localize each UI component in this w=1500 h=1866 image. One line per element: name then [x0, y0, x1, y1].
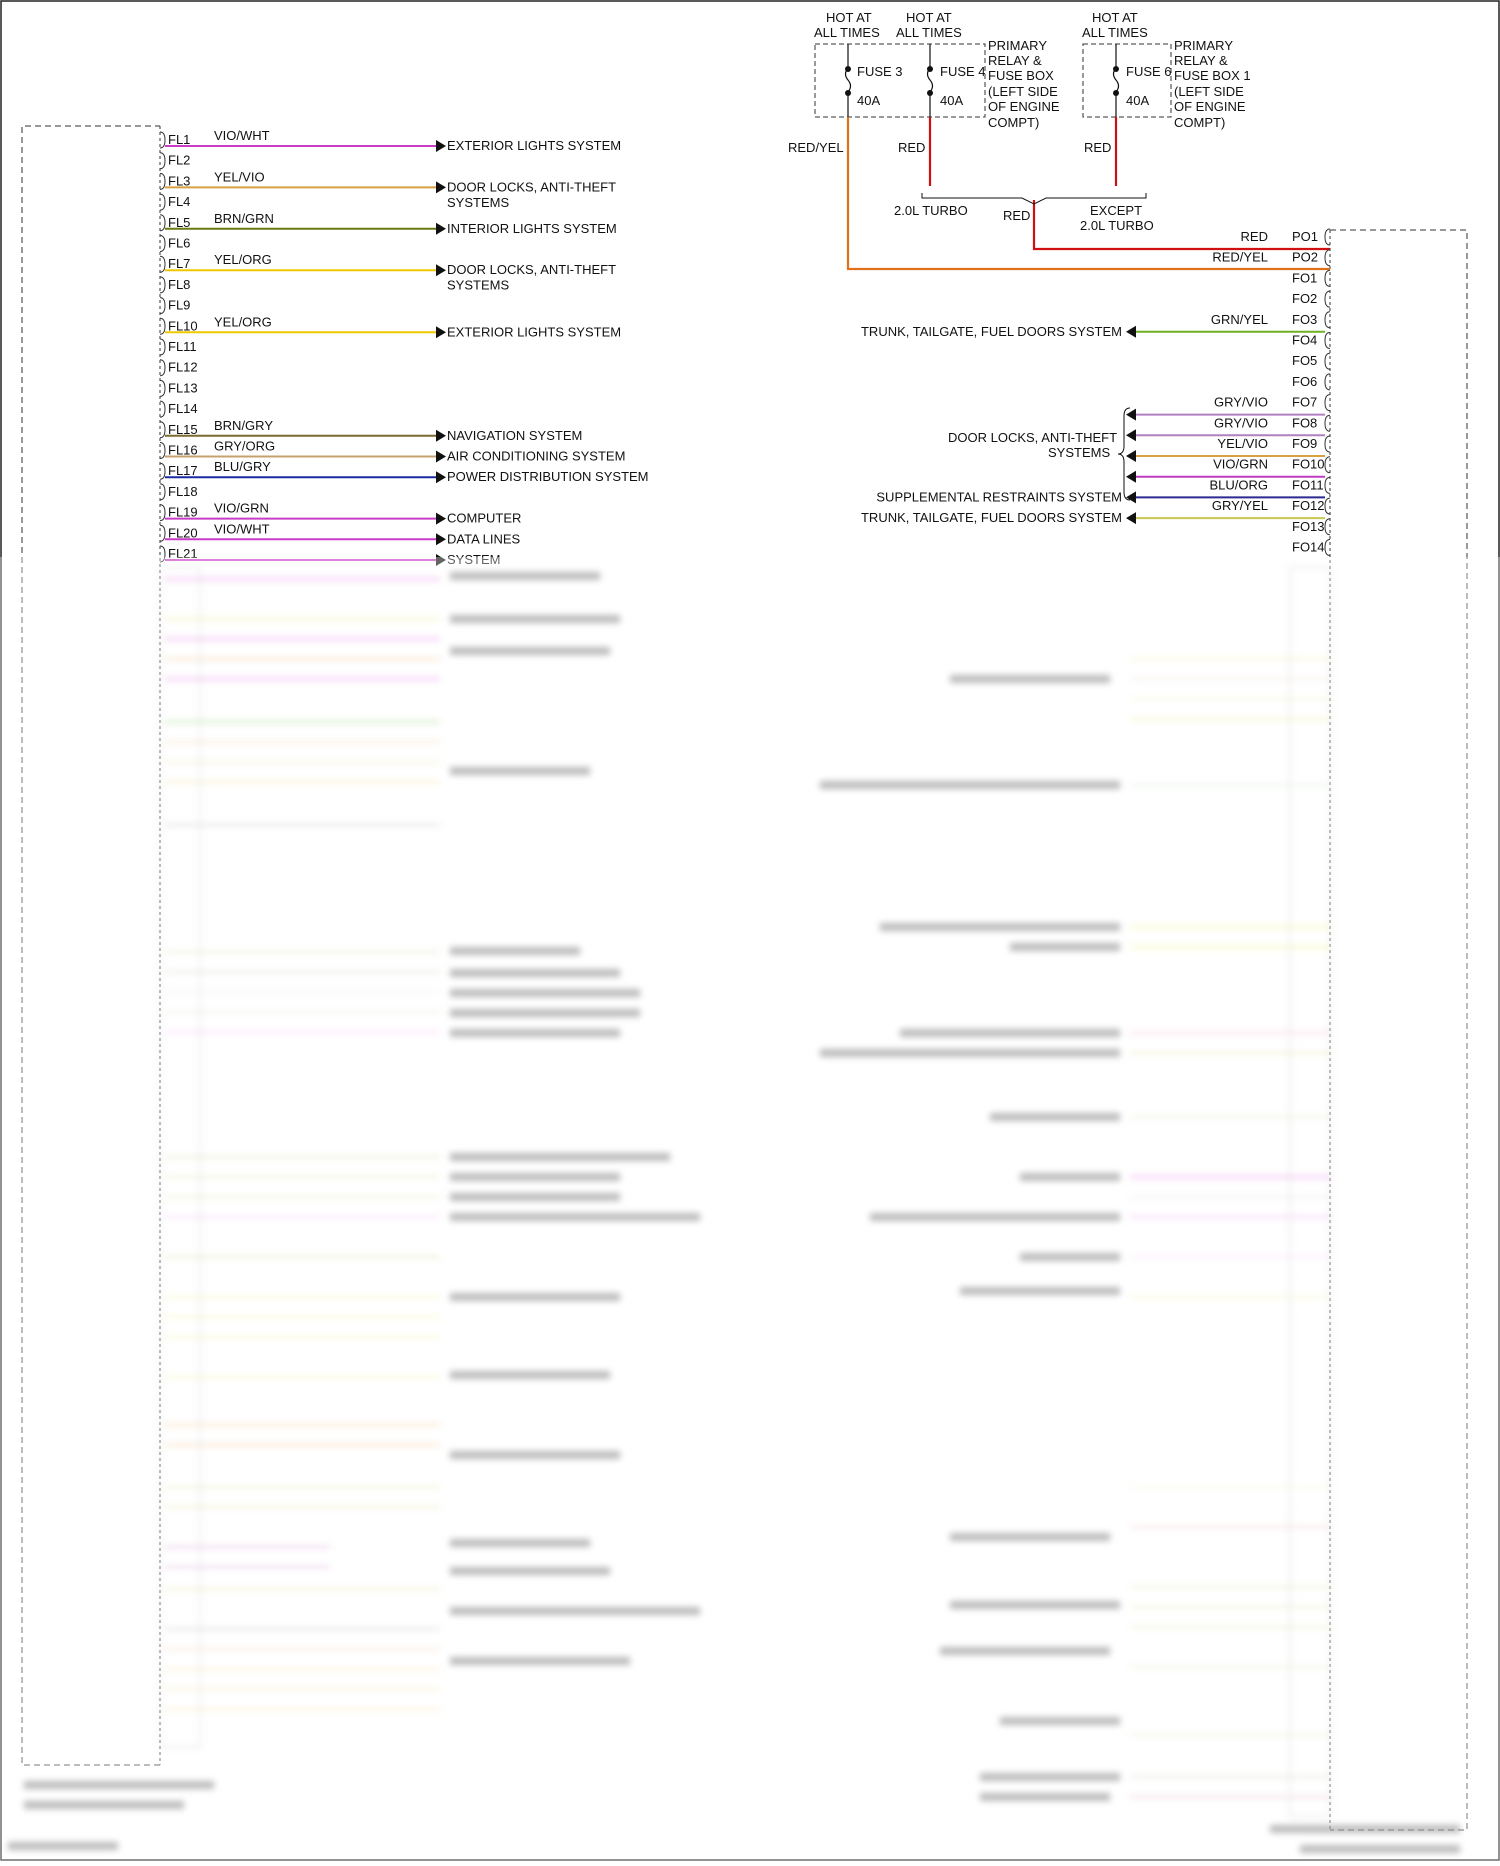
- right-pin-label: FO14: [1292, 539, 1325, 555]
- right-pin-terminal: [1325, 457, 1330, 473]
- fuse-box-2-label: [1174, 38, 1251, 130]
- left-wire-color-label: VIO/WHT: [214, 128, 270, 143]
- right-wire-arrow: [1126, 409, 1136, 421]
- left-wire-color-label: VIO/GRN: [214, 500, 269, 516]
- left-pin-terminal: [160, 443, 165, 459]
- right-pin-terminal: [1325, 353, 1330, 369]
- left-wire-arrow: [436, 533, 446, 545]
- splice-right-label-2: 2.0L TURBO: [1080, 218, 1154, 233]
- left-pin-label: FL10: [168, 318, 198, 334]
- left-destination-label: INTERIOR LIGHTS SYSTEM: [447, 220, 617, 236]
- left-pin-label: FL12: [168, 359, 198, 375]
- right-pin-terminal: [1325, 270, 1330, 286]
- left-wire-color-label: YEL/ORG: [214, 314, 272, 330]
- left-wire-color-label: BRN/GRN: [214, 210, 274, 226]
- left-wire-color-label: GRY/ORG: [214, 438, 276, 454]
- svg-text:FUSE BOX: FUSE BOX: [988, 68, 1054, 83]
- svg-text:(LEFT SIDE: (LEFT SIDE: [988, 84, 1058, 99]
- left-destination-label: DOOR LOCKS, ANTI-THEFT: [447, 262, 617, 278]
- left-wire-arrow: [436, 430, 446, 442]
- left-pin-label: FL11: [168, 339, 197, 354]
- left-destination-label: SYSTEMS: [447, 194, 510, 210]
- right-destination-label: TRUNK, TAILGATE, FUEL DOORS SYSTEM: [860, 510, 1122, 526]
- right-pin-label: FO3: [1292, 311, 1318, 327]
- fuse6-wire-label: RED: [1084, 140, 1112, 155]
- left-destination-label: DOOR LOCKS, ANTI-THEFT: [447, 179, 617, 195]
- right-wire-arrow: [1126, 326, 1136, 338]
- left-pin-label: FL15: [168, 421, 198, 437]
- left-pin-terminal: [160, 318, 165, 334]
- right-wire-color-label: GRN/YEL: [1210, 311, 1268, 327]
- right-wire-arrow: [1126, 512, 1136, 524]
- left-wire-color-label: BLU/GRY: [214, 459, 271, 475]
- left-pin-label: FL17: [168, 463, 198, 479]
- left-pin-label: FL14: [168, 401, 198, 417]
- left-pin-terminal: [160, 401, 165, 417]
- left-pin-label: FL9: [168, 297, 191, 313]
- obscured-lower-region: [0, 557, 1500, 1861]
- left-pin-label: FL19: [168, 504, 198, 520]
- right-wire-color-label: GRY/VIO: [1214, 415, 1268, 431]
- right-pin-label: FO12: [1292, 498, 1325, 514]
- left-pin-terminal: [160, 380, 165, 396]
- left-wire-arrow: [436, 223, 446, 235]
- svg-text:PRIMARY: PRIMARY: [988, 38, 1047, 53]
- left-pin-label: FL13: [168, 380, 198, 396]
- left-pin-terminal: [160, 484, 165, 500]
- svg-text:OF ENGINE: OF ENGINE: [1174, 99, 1246, 114]
- left-wire-arrow: [436, 513, 446, 525]
- left-pin-label: FL5: [168, 214, 191, 230]
- left-destination-label: SYSTEM: [447, 552, 501, 567]
- right-wire-color-label: VIO/GRN: [1213, 456, 1268, 472]
- fuse4-label: FUSE 4: [940, 64, 986, 79]
- left-pin-label: FL8: [168, 276, 191, 292]
- left-pin-terminal: [160, 339, 165, 355]
- fuse4-wire-label: RED: [898, 140, 926, 155]
- left-wire-color-label: YEL/ORG: [214, 252, 272, 268]
- right-pin-label: FO5: [1292, 353, 1318, 369]
- left-wire-arrow: [436, 140, 446, 152]
- right-pin-terminal: [1325, 498, 1330, 514]
- left-pin-label: FL4: [168, 194, 191, 210]
- right-pin-label: FO7: [1292, 394, 1318, 410]
- right-pin-label: FO2: [1292, 291, 1318, 307]
- right-wire-color-label: GRY/VIO: [1214, 394, 1268, 410]
- left-pin-terminal: [160, 525, 165, 541]
- right-pin-label: FO9: [1292, 436, 1318, 451]
- left-pin-label: FL20: [168, 525, 198, 541]
- right-wire-arrow: [1126, 471, 1136, 483]
- right-pin-terminal: [1325, 540, 1330, 556]
- right-wire-color-label: RED: [1240, 229, 1268, 244]
- left-destination-label: DATA LINES: [447, 531, 521, 547]
- right-pin-terminal: [1325, 436, 1330, 452]
- left-pin-terminal: [160, 298, 165, 314]
- left-pin-terminal: [160, 194, 165, 210]
- right-pin-terminal: [1325, 374, 1330, 390]
- left-pin-terminal: [160, 215, 165, 231]
- left-pin-label: FL3: [168, 173, 191, 189]
- fuse-box-1-label: [988, 38, 1060, 130]
- right-pin-label: FO10: [1292, 456, 1325, 472]
- svg-text:COMPT): COMPT): [1174, 115, 1226, 130]
- left-connector-pins: [160, 128, 649, 567]
- right-pin-terminal: [1325, 333, 1330, 349]
- right-wire-color-label: RED/YEL: [1212, 249, 1268, 265]
- fuse6-hot-1: HOT AT: [1092, 10, 1138, 25]
- right-pin-terminal: [1325, 291, 1330, 307]
- right-wire-arrow: [1126, 491, 1136, 503]
- left-wire-arrow: [436, 451, 446, 463]
- left-wire-color-label: VIO/WHT: [214, 521, 270, 537]
- right-pin-label: FO1: [1292, 270, 1318, 286]
- left-destination-label: NAVIGATION SYSTEM: [447, 427, 583, 443]
- left-pin-terminal: [160, 277, 165, 293]
- fuse3-label: FUSE 3: [857, 64, 903, 79]
- fuse3-hot-1: HOT AT: [826, 10, 872, 25]
- fuse4-hot-1: HOT AT: [906, 10, 952, 25]
- splice-right-label-1: EXCEPT: [1090, 203, 1143, 218]
- right-wire-color-label: GRY/YEL: [1211, 498, 1268, 514]
- left-pin-label: FL1: [168, 132, 191, 147]
- right-pin-terminal: [1325, 477, 1330, 493]
- svg-text:(LEFT SIDE: (LEFT SIDE: [1174, 84, 1244, 99]
- left-wire-arrow: [436, 471, 446, 483]
- left-destination-label: POWER DISTRIBUTION SYSTEM: [447, 469, 649, 485]
- right-pin-terminal: [1325, 395, 1330, 411]
- fuse6-label: FUSE 6: [1126, 64, 1172, 79]
- left-destination-label: SYSTEMS: [447, 277, 510, 293]
- right-connector-pins: [861, 229, 1330, 556]
- left-destination-label: AIR CONDITIONING SYSTEM: [447, 448, 626, 464]
- left-pin-terminal: [160, 153, 165, 169]
- fuse4-hot-2: ALL TIMES: [896, 25, 962, 40]
- left-wire-color-label: BRN/GRY: [214, 417, 273, 433]
- left-pin-terminal: [160, 132, 165, 148]
- svg-text:COMPT): COMPT): [988, 115, 1040, 130]
- right-pin-label: FO8: [1292, 415, 1318, 431]
- right-pin-terminal: [1325, 250, 1330, 266]
- right-group-label-2: SYSTEMS: [1048, 445, 1111, 460]
- left-pin-label: FL21: [168, 546, 198, 561]
- left-pin-terminal: [160, 236, 165, 252]
- right-destination-label: SUPPLEMENTAL RESTRAINTS SYSTEM: [876, 489, 1122, 505]
- right-pin-label: PO2: [1292, 249, 1319, 265]
- left-pin-terminal: [160, 422, 165, 438]
- right-wire-color-label: BLU/ORG: [1209, 477, 1268, 493]
- left-pin-label: FL6: [168, 235, 191, 251]
- right-wire-color-label: YEL/VIO: [1217, 436, 1268, 451]
- left-wire-arrow: [436, 181, 446, 193]
- left-pin-label: FL7: [168, 256, 191, 272]
- fuse3-hot-2: ALL TIMES: [814, 25, 880, 40]
- right-wire-arrow: [1126, 450, 1136, 462]
- right-wire-arrow: [1126, 429, 1136, 441]
- left-destination-label: COMPUTER: [447, 510, 522, 526]
- right-pin-label: PO1: [1292, 229, 1319, 244]
- right-pin-terminal: [1325, 229, 1330, 245]
- right-group-label-1: DOOR LOCKS, ANTI-THEFT: [948, 430, 1118, 445]
- left-pin-terminal: [160, 360, 165, 376]
- left-pin-terminal: [160, 505, 165, 521]
- left-wire-arrow: [436, 264, 446, 276]
- right-pin-label: FO6: [1292, 373, 1318, 389]
- left-wire-color-label: YEL/VIO: [214, 169, 265, 185]
- left-destination-label: EXTERIOR LIGHTS SYSTEM: [447, 138, 622, 153]
- right-pin-label: FO4: [1292, 332, 1318, 348]
- left-wire-arrow: [436, 326, 446, 338]
- left-pin-label: FL16: [168, 442, 198, 458]
- right-pin-terminal: [1325, 519, 1330, 535]
- fuse6-amps: 40A: [1126, 93, 1150, 108]
- splice-out-wire: RED: [1003, 208, 1031, 223]
- right-group-brace: [1118, 408, 1130, 500]
- fuse3-amps: 40A: [857, 93, 881, 108]
- right-pin-terminal: [1325, 312, 1330, 328]
- splice-left-label: 2.0L TURBO: [894, 203, 968, 218]
- right-pin-label: FO13: [1292, 518, 1325, 534]
- left-destination-label: EXTERIOR LIGHTS SYSTEM: [447, 324, 622, 340]
- right-pin-terminal: [1325, 415, 1330, 431]
- svg-text:PRIMARY: PRIMARY: [1174, 38, 1233, 53]
- left-pin-terminal: [160, 173, 165, 189]
- left-pin-terminal: [160, 256, 165, 272]
- svg-text:FUSE BOX 1: FUSE BOX 1: [1174, 68, 1251, 83]
- left-pin-label: FL18: [168, 483, 198, 499]
- svg-text:RELAY &: RELAY &: [988, 53, 1042, 68]
- svg-text:RELAY &: RELAY &: [1174, 53, 1228, 68]
- wire-red-po1: [1034, 200, 1330, 249]
- fuse6-hot-2: ALL TIMES: [1082, 25, 1148, 40]
- svg-text:OF ENGINE: OF ENGINE: [988, 99, 1060, 114]
- left-pin-terminal: [160, 463, 165, 479]
- right-pin-label: FO11: [1292, 477, 1324, 493]
- right-destination-label: TRUNK, TAILGATE, FUEL DOORS SYSTEM: [860, 323, 1122, 339]
- left-pin-label: FL2: [168, 152, 191, 168]
- fuse4-amps: 40A: [940, 93, 964, 108]
- fuse3-wire-label: RED/YEL: [788, 140, 844, 155]
